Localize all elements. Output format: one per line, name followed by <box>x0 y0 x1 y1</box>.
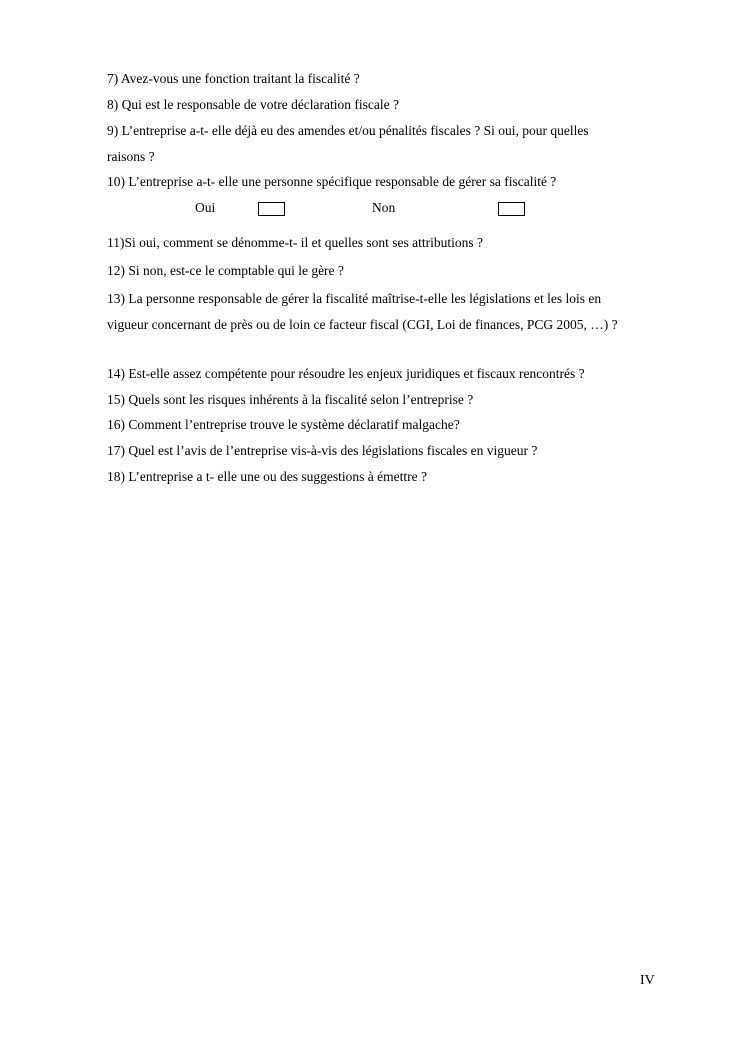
question-16: 16) Comment l’entreprise trouve le système déclaratif malgache? <box>107 417 460 432</box>
question-17: 17) Quel est l’avis de l’entreprise vis-à-vis des législations fiscales en vigueur ? <box>107 443 538 458</box>
question-7: 7) Avez-vous une fonction traitant la fiscalité ? <box>107 71 360 86</box>
question-13-line-1: 13) La personne responsable de gérer la fiscalité maîtrise-t-elle les législations et les lois en <box>107 291 602 306</box>
no-checkbox[interactable] <box>498 202 525 216</box>
question-11: 11)Si oui, comment se dénomme-t- il et quelles sont ses attributions ? <box>107 235 483 250</box>
no-option-label: Non <box>372 200 396 215</box>
question-8: 8) Qui est le responsable de votre déclaration fiscale ? <box>107 97 400 112</box>
yes-checkbox[interactable] <box>258 202 285 216</box>
yes-option-label: Oui <box>195 200 216 215</box>
question-14: 14) Est-elle assez compétente pour résoudre les enjeux juridiques et fiscaux rencontrés ? <box>107 366 585 381</box>
question-10: 10) L’entreprise a-t- elle une personne spécifique responsable de gérer sa fiscalité ? <box>107 174 557 189</box>
page-number: IV <box>640 973 655 988</box>
question-9-line-2: raisons ? <box>107 149 155 164</box>
question-13-line-2: vigueur concernant de près ou de loin ce facteur fiscal (CGI, Loi de finances, PCG 2005, …) ? <box>107 317 618 332</box>
question-18: 18) L’entreprise a t- elle une ou des suggestions à émettre ? <box>107 469 428 484</box>
question-9-line-1: 9) L’entreprise a-t- elle déjà eu des amendes et/ou pénalités fiscales ? Si oui, pour quelles <box>107 123 589 138</box>
question-12: 12) Si non, est-ce le comptable qui le gère ? <box>107 263 344 278</box>
question-15: 15) Quels sont les risques inhérents à la fiscalité selon l’entreprise ? <box>107 392 474 407</box>
